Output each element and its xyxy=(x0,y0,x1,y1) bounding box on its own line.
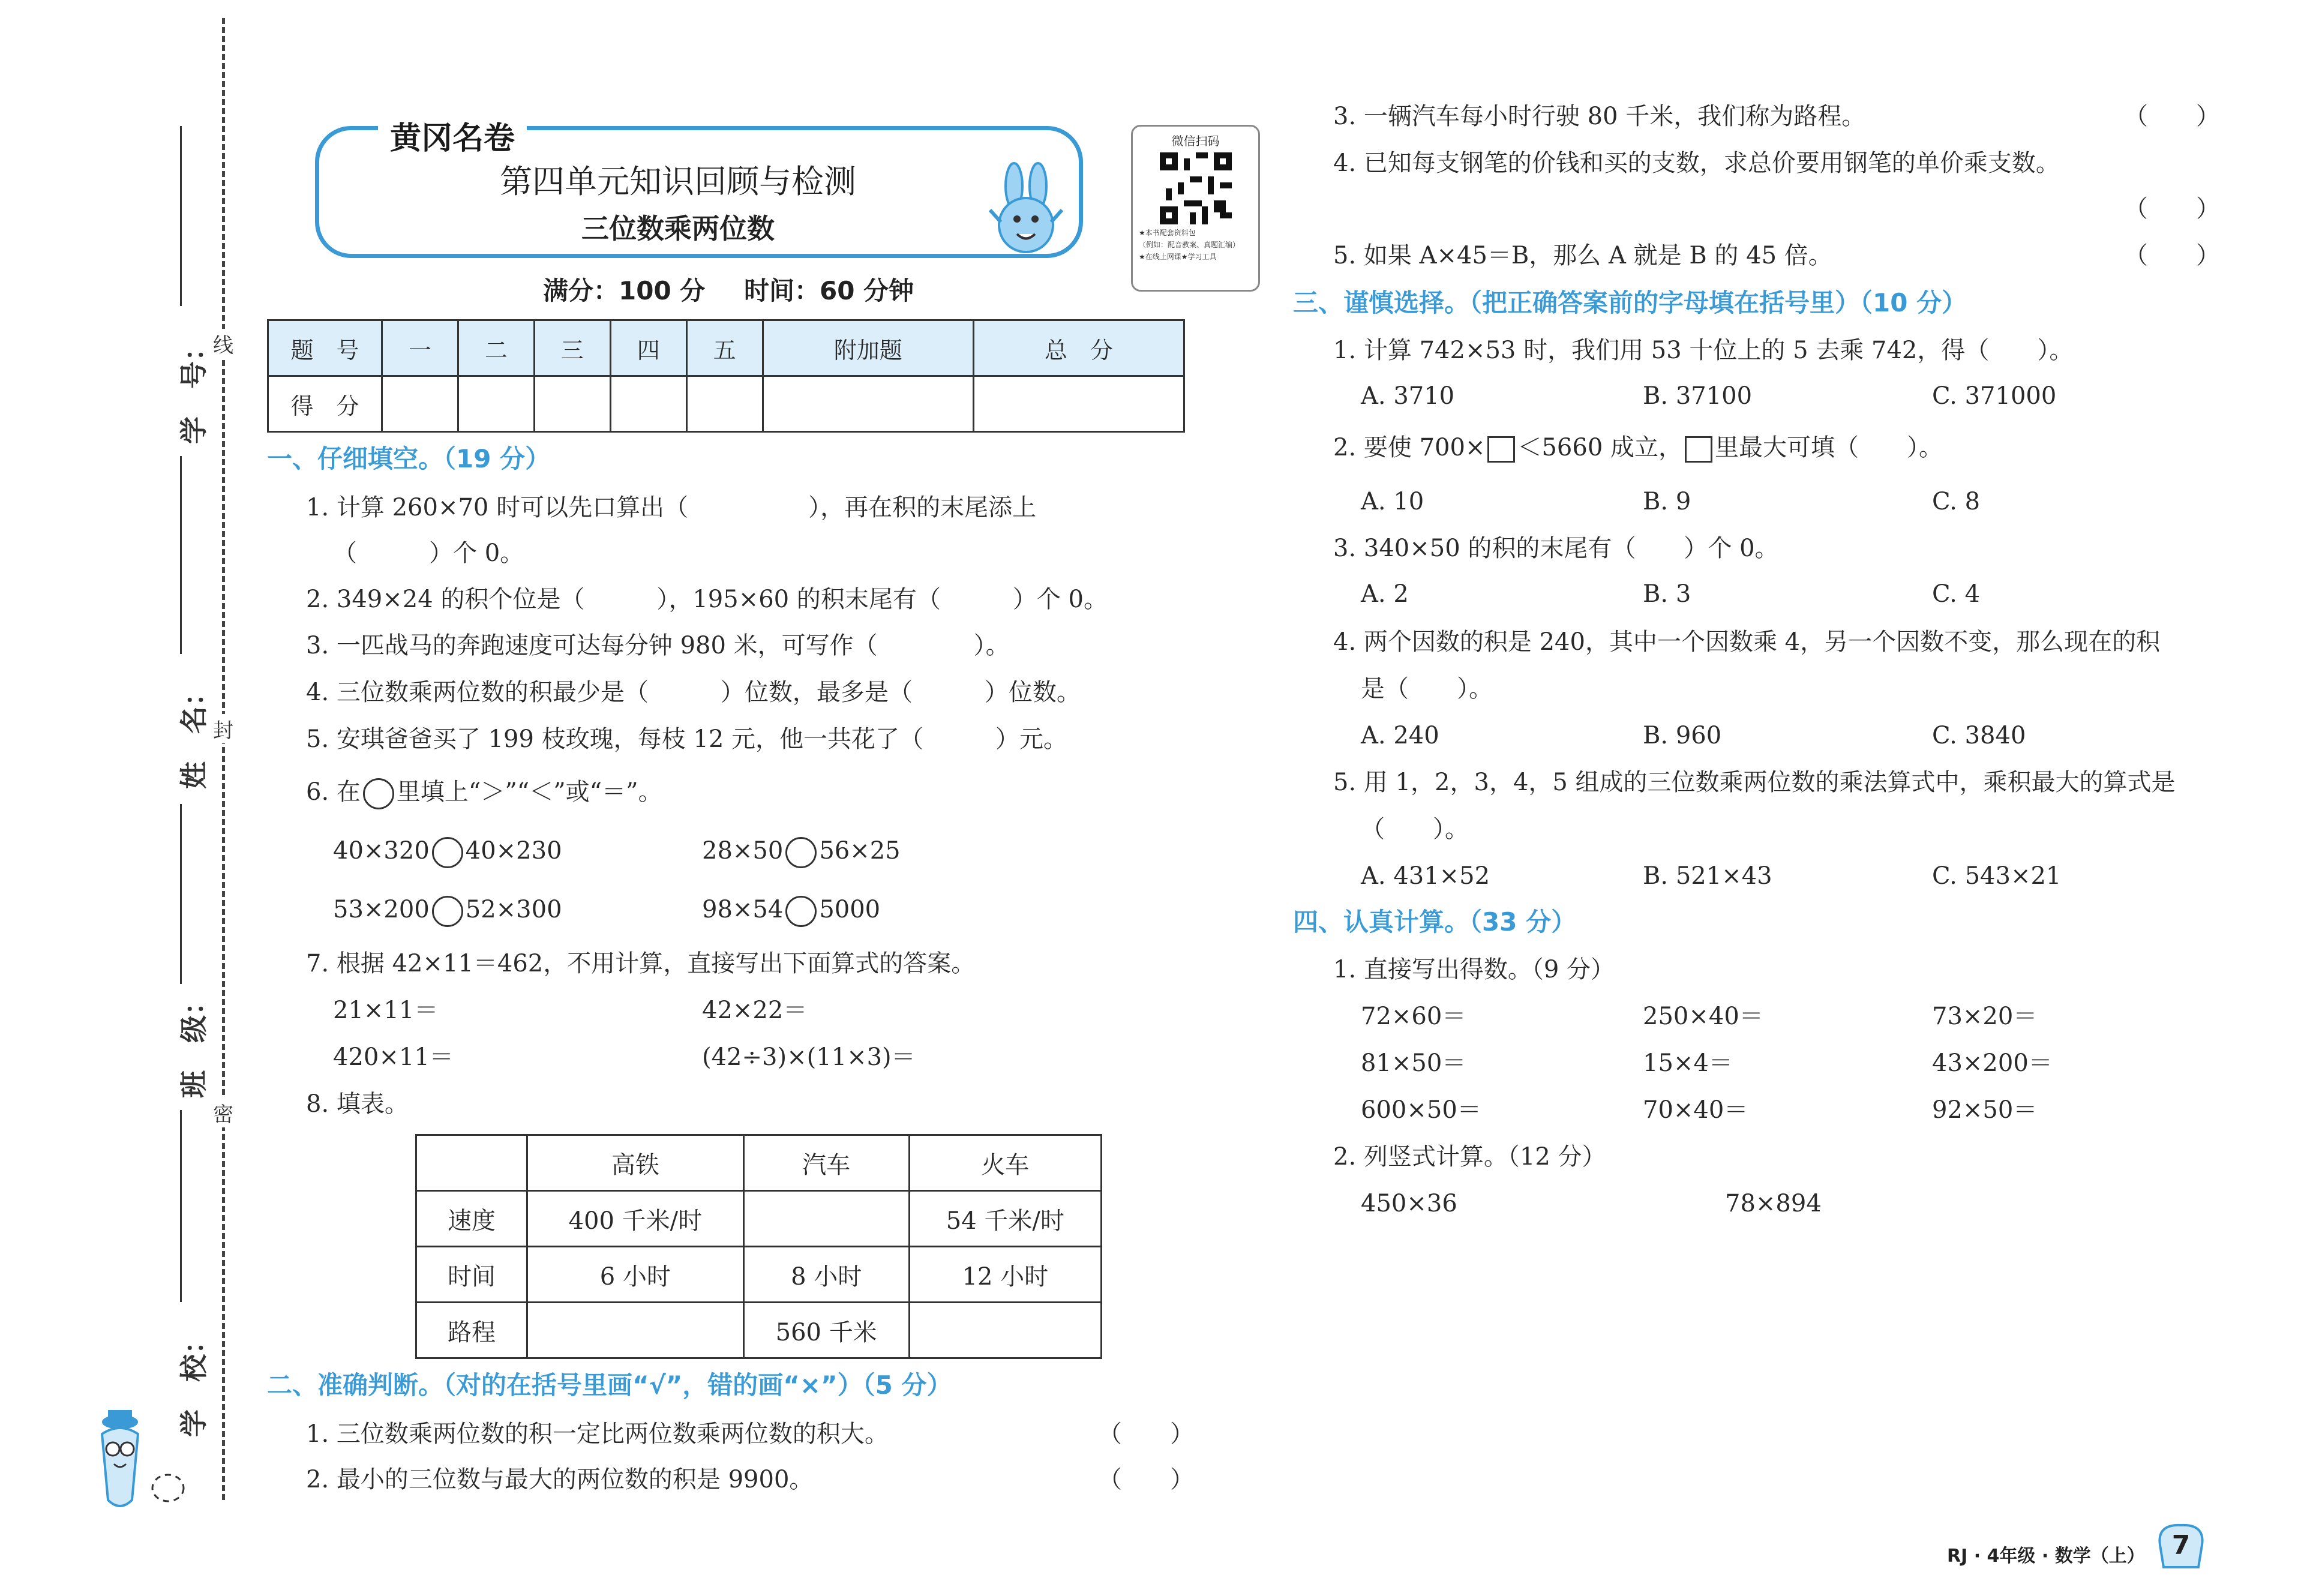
calc-item: 250×40＝ xyxy=(1643,1003,1763,1030)
choice-option: C. 543×21 xyxy=(1932,862,2062,890)
binding-dashed-line xyxy=(222,18,225,1500)
s2-q2: 2. 最小的三位数与最大的两位数的积是 9900。 xyxy=(306,1466,814,1493)
calc-item: 70×40＝ xyxy=(1643,1096,1748,1124)
score-head-total: 总 分 xyxy=(973,320,1184,376)
class-line xyxy=(180,804,182,984)
s1-q1-line1: 1. 计算 260×70 时可以先口算出（ ），再在积的末尾添上 xyxy=(306,494,1037,521)
score-head-3: 三 xyxy=(534,320,610,376)
choice-option: C. 4 xyxy=(1932,580,1981,608)
calc-item: 42×22＝ xyxy=(702,997,808,1024)
speed-table-cell: 560 千米 xyxy=(743,1303,909,1358)
score-cell[interactable] xyxy=(610,376,686,432)
calc-item: 600×50＝ xyxy=(1361,1096,1481,1124)
choice-option: A. 2 xyxy=(1361,580,1409,608)
s2-q4: 4. 已知每支钢笔的价钱和买的支数，求总价要用钢笔的单价乘支数。 xyxy=(1333,149,2060,177)
student-id-label: 学 号： xyxy=(178,334,210,444)
name-line xyxy=(180,456,182,654)
s2-q3: 3. 一辆汽车每小时行驶 80 千米，我们称为路程。 xyxy=(1333,103,1866,130)
s2-q5: 5. 如果 A×45＝B，那么 A 就是 B 的 45 倍。 xyxy=(1333,242,1832,269)
score-cell[interactable] xyxy=(534,376,610,432)
grade-label: RJ · 4年级 · 数学（上） xyxy=(1947,1546,2145,1567)
s1-q6 xyxy=(306,778,662,809)
choice-option: C. 3840 xyxy=(1932,722,2026,749)
full-score: 满分：100 分 xyxy=(543,276,706,305)
speed-table-cell[interactable] xyxy=(527,1303,744,1358)
speed-table-head: 高铁 xyxy=(527,1135,744,1191)
speed-table-head: 汽车 xyxy=(743,1135,909,1191)
qr-note-2: （例如：配音教案、真题汇编） xyxy=(1139,241,1240,249)
choice-option: B. 960 xyxy=(1643,722,1722,749)
qr-card xyxy=(1131,125,1260,292)
s1-q4: 4. 三位数乘两位数的积最少是（ ）位数，最多是（ ）位数。 xyxy=(306,679,1081,706)
compare-item: 28×50 56×25 xyxy=(702,836,901,868)
s1-q1-line2: （ ）个 0。 xyxy=(333,539,524,567)
score-head-1: 一 xyxy=(382,320,458,376)
score-cell[interactable] xyxy=(763,376,973,432)
calc-item: (42÷3)×(11×3)＝ xyxy=(702,1043,916,1071)
student-id-line xyxy=(180,126,182,306)
s1-q6-prefix: 6. 在 xyxy=(306,778,361,806)
calc-item: 73×20＝ xyxy=(1932,1003,2038,1030)
vertical-calc-item: 450×36 xyxy=(1361,1190,1457,1217)
answer-paren[interactable]: （ ） xyxy=(2124,103,2220,130)
calc-item: 15×4＝ xyxy=(1643,1049,1733,1077)
compare-answer-circle[interactable] xyxy=(785,837,817,868)
speed-table-cell[interactable] xyxy=(743,1191,909,1247)
class-label: 班 级： xyxy=(178,988,210,1098)
qr-code-icon[interactable] xyxy=(1160,152,1232,224)
speed-table-cell: 400 千米/时 xyxy=(527,1191,744,1247)
choice-option: A. 3710 xyxy=(1361,382,1455,410)
score-table xyxy=(267,319,1185,433)
score-cell[interactable] xyxy=(686,376,763,432)
s1-q6-suffix: 里填上“＞”“＜”或“＝”。 xyxy=(396,778,662,806)
s3-q4-line2: 是（ ）。 xyxy=(1361,675,1493,703)
compare-answer-circle[interactable] xyxy=(432,837,463,868)
speed-table-cell: 54 千米/时 xyxy=(909,1191,1101,1247)
section-4-title: 四、认真计算。（33 分） xyxy=(1293,907,1577,937)
s1-q2: 2. 349×24 的积个位是（ ），195×60 的积末尾有（ ）个 0。 xyxy=(306,586,1108,613)
s3-q1: 1. 计算 742×53 时，我们用 53 十位上的 5 去乘 742，得（ ）。 xyxy=(1333,337,2074,364)
s4-q2: 2. 列竖式计算。（12 分） xyxy=(1333,1143,1606,1171)
s3-q2: 2. 要使 700× ＜5660 成立， 里最大可填（ ）。 xyxy=(1333,434,1943,461)
score-cell[interactable] xyxy=(458,376,534,432)
s1-q5: 5. 安琪爸爸买了 199 枝玫瑰，每枝 12 元，他一共花了（ ）元。 xyxy=(306,725,1067,753)
section-2-title: 二、准确判断。（对的在括号里画“√”，错的画“×”）（5 分） xyxy=(267,1370,952,1400)
pencil-mascot-icon xyxy=(84,1398,204,1526)
score-head-4: 四 xyxy=(610,320,686,376)
compare-answer-circle[interactable] xyxy=(785,896,817,927)
section-1-title: 一、仔细填空。（19 分） xyxy=(267,444,551,473)
qr-note-3: ★在线上网课★学习工具 xyxy=(1139,253,1217,261)
speed-table-head: 火车 xyxy=(909,1135,1101,1191)
speed-table-cell: 6 小时 xyxy=(527,1247,744,1303)
choice-option: B. 9 xyxy=(1643,488,1691,515)
calc-item: 72×60＝ xyxy=(1361,1003,1466,1030)
s3-q3: 3. 340×50 的积的末尾有（ ）个 0。 xyxy=(1333,535,1779,562)
page-title: 第四单元知识回顾与检测 xyxy=(500,163,856,200)
speed-table xyxy=(415,1134,1102,1359)
answer-paren[interactable]: （ ） xyxy=(1098,1420,1194,1448)
calc-item: 43×200＝ xyxy=(1932,1049,2053,1077)
school-line xyxy=(180,1110,182,1302)
calc-item: 420×11＝ xyxy=(333,1043,454,1071)
qr-note-1: ★本书配套资料包 xyxy=(1139,229,1196,237)
compare-item: 53×200 52×300 xyxy=(333,895,562,927)
calc-item: 21×11＝ xyxy=(333,997,439,1024)
choice-option: A. 431×52 xyxy=(1361,862,1490,890)
speed-table-row-label: 速度 xyxy=(416,1191,527,1247)
calc-item: 81×50＝ xyxy=(1361,1049,1466,1077)
speed-table-cell[interactable] xyxy=(909,1303,1101,1358)
score-head-extra: 附加题 xyxy=(763,320,973,376)
choice-option: A. 10 xyxy=(1361,488,1424,515)
page-subtitle: 三位数乘两位数 xyxy=(581,212,775,245)
answer-paren[interactable]: （ ） xyxy=(2124,195,2220,223)
s3-q4-line1: 4. 两个因数的积是 240，其中一个因数乘 4，另一个因数不变，那么现在的积 xyxy=(1333,628,2161,656)
answer-paren[interactable]: （ ） xyxy=(2124,242,2220,269)
compare-answer-circle[interactable] xyxy=(432,896,463,927)
blank-box-icon xyxy=(1685,436,1712,463)
speed-table-row-label: 路程 xyxy=(416,1303,527,1358)
name-label: 姓 名： xyxy=(178,679,210,789)
s1-q7: 7. 根据 42×11＝462，不用计算，直接写出下面算式的答案。 xyxy=(306,950,976,977)
score-head-5: 五 xyxy=(686,320,763,376)
s3-q5-line2: （ ）。 xyxy=(1361,815,1469,843)
speed-table-corner xyxy=(416,1135,527,1191)
page-number: 7 xyxy=(2171,1530,2191,1561)
choice-option: C. 371000 xyxy=(1932,382,2057,410)
score-cell[interactable] xyxy=(382,376,458,432)
s1-q3: 3. 一匹战马的奔跑速度可达每分钟 980 米，可写作（ ）。 xyxy=(306,632,1010,659)
vertical-calc-item: 78×894 xyxy=(1725,1190,1822,1217)
choice-option: B. 521×43 xyxy=(1643,862,1772,890)
binding-mark-xian: 线 xyxy=(213,329,233,358)
compare-circle-icon xyxy=(363,778,394,809)
score-head-2: 二 xyxy=(458,320,534,376)
score-cell[interactable] xyxy=(973,376,1184,432)
choice-option: C. 8 xyxy=(1932,488,1981,515)
speed-table-cell: 12 小时 xyxy=(909,1247,1101,1303)
s4-q1: 1. 直接写出得数。（9 分） xyxy=(1333,956,1615,983)
choice-option: B. 37100 xyxy=(1643,382,1753,410)
rabbit-mascot-icon xyxy=(972,162,1074,266)
speed-table-cell: 8 小时 xyxy=(743,1247,909,1303)
qr-title: 微信扫码 xyxy=(1171,134,1220,148)
choice-option: B. 3 xyxy=(1643,580,1691,608)
calc-item: 92×50＝ xyxy=(1932,1096,2038,1124)
speed-table-row-label: 时间 xyxy=(416,1247,527,1303)
binding-mark-feng: 封 xyxy=(213,714,233,743)
choice-option: A. 240 xyxy=(1361,722,1439,749)
brand-logo: 黄冈名卷 xyxy=(378,113,527,158)
s1-q8: 8. 填表。 xyxy=(306,1090,409,1118)
section-3-title: 三、谨慎选择。（把正确答案前的字母填在括号里）（10 分） xyxy=(1293,288,1967,317)
compare-item: 98×54 5000 xyxy=(702,895,880,927)
score-row-label: 得 分 xyxy=(268,376,382,432)
s3-q5-line1: 5. 用 1，2，3，4，5 组成的三位数乘两位数的乘法算式中，乘积最大的算式是 xyxy=(1333,769,2176,796)
s2-q1: 1. 三位数乘两位数的积一定比两位数乘两位数的积大。 xyxy=(306,1420,889,1448)
binding-mark-mi: 密 xyxy=(213,1098,233,1127)
score-head-label: 题 号 xyxy=(268,320,382,376)
exam-time: 时间：60 分钟 xyxy=(744,276,914,305)
answer-paren[interactable]: （ ） xyxy=(1098,1466,1194,1493)
page-number-badge xyxy=(2154,1518,2208,1572)
school-label: 学 校： xyxy=(178,1327,210,1437)
blank-box-icon xyxy=(1487,436,1515,463)
compare-item: 40×320 40×230 xyxy=(333,836,562,868)
